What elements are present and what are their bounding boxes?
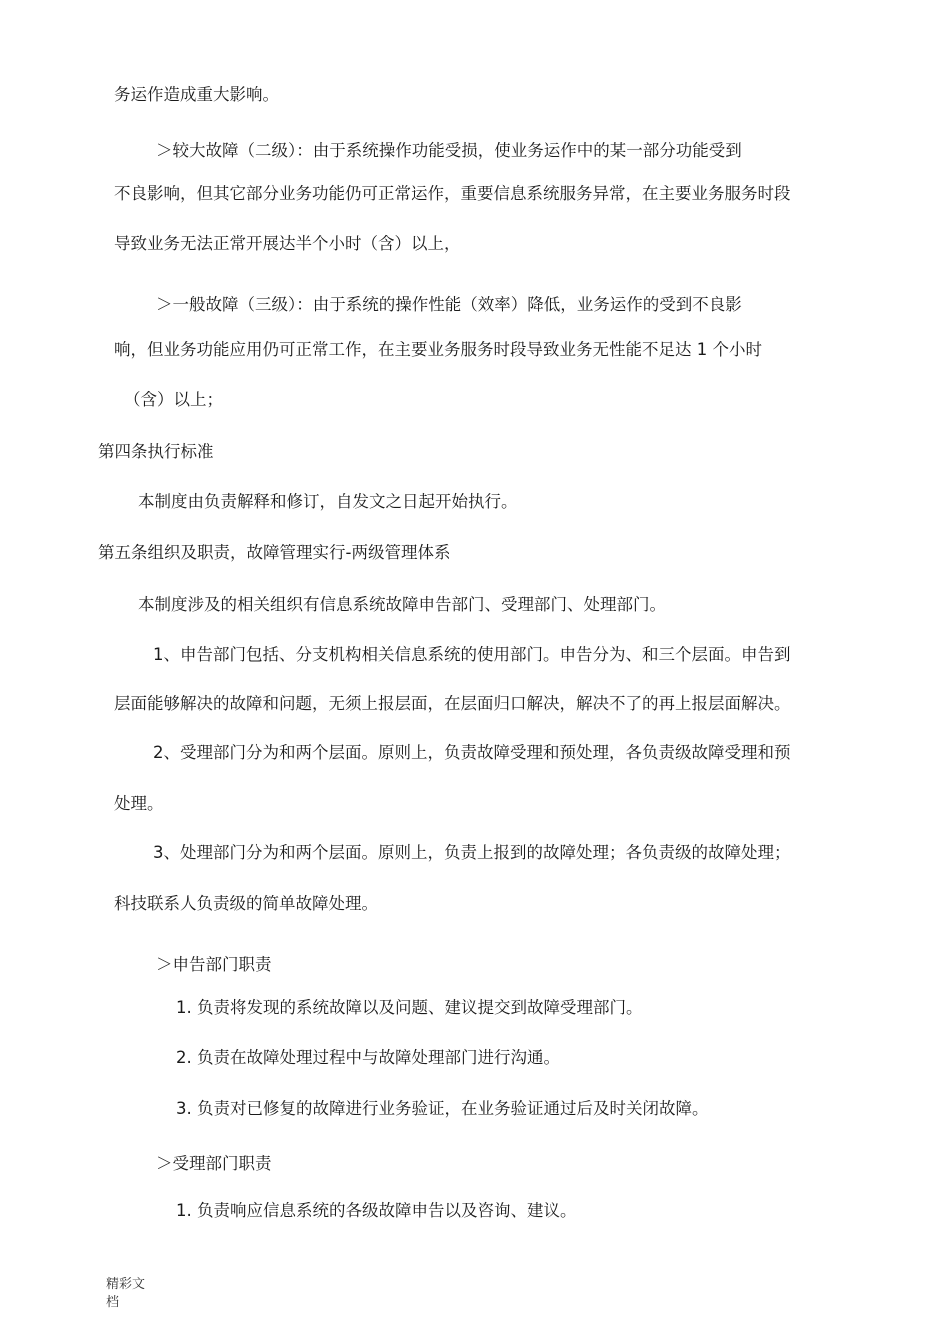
text-line: 响，但业务功能应用仍可正常工作，在主要业务服务时段导致业务无性能不足达 1 个小时 [114, 340, 762, 359]
list-item: 1. 负责将发现的系统故障以及问题、建议提交到故障受理部门。 [176, 998, 643, 1017]
page-footer [106, 1276, 145, 1312]
text-line: 务运作造成重大影响。 [114, 85, 279, 104]
subheading: ＞申告部门职责 [156, 955, 272, 974]
list-item: 3. 负责对已修复的故障进行业务验证，在业务验证通过后及时关闭故障。 [176, 1099, 709, 1118]
text-line: 导致业务无法正常开展达半个小时（含）以上， [114, 234, 461, 253]
list-item: 1. 负责响应信息系统的各级故障申告以及咨询、建议。 [176, 1201, 577, 1220]
text-line: ＞较大故障（二级）：由于系统操作功能受损，使业务运作中的某一部分功能受到 [156, 141, 742, 160]
text-line: 不良影响，但其它部分业务功能仍可正常运作，重要信息系统服务异常，在主要业务服务时段 [114, 184, 791, 203]
text-line: 科技联系人负责级的简单故障处理。 [114, 894, 378, 913]
section-heading: 第五条组织及职责，故障管理实行-两级管理体系 [98, 543, 451, 562]
text-line: 2、受理部门分为和两个层面。原则上，负责故障受理和预处理，各负责级故障受理和预 [153, 743, 791, 762]
subheading: ＞受理部门职责 [156, 1154, 272, 1173]
text-line: 本制度涉及的相关组织有信息系统故障申告部门、受理部门、处理部门。 [138, 595, 666, 614]
text-line: 层面能够解决的故障和问题，无须上报层面，在层面归口解决，解决不了的再上报层面解决。 [114, 694, 791, 713]
text-line: 本制度由负责解释和修订，自发文之日起开始执行。 [138, 492, 518, 511]
footer-text: 档 [106, 1295, 120, 1310]
footer-text: 精彩文 [106, 1277, 146, 1292]
text-line: 1、申告部门包括、分支机构相关信息系统的使用部门。申告分为、和三个层面。申告到 [153, 645, 791, 664]
text-line: （含）以上； [124, 390, 223, 409]
text-line: 处理。 [114, 794, 164, 813]
text-line: ＞一般故障（三级）：由于系统的操作性能（效率）降低，业务运作的受到不良影 [156, 295, 742, 314]
section-heading: 第四条执行标准 [98, 442, 214, 461]
text-line: 3、处理部门分为和两个层面。原则上，负责上报到的故障处理；各负责级的故障处理； [153, 843, 791, 862]
list-item: 2. 负责在故障处理过程中与故障处理部门进行沟通。 [176, 1048, 560, 1067]
